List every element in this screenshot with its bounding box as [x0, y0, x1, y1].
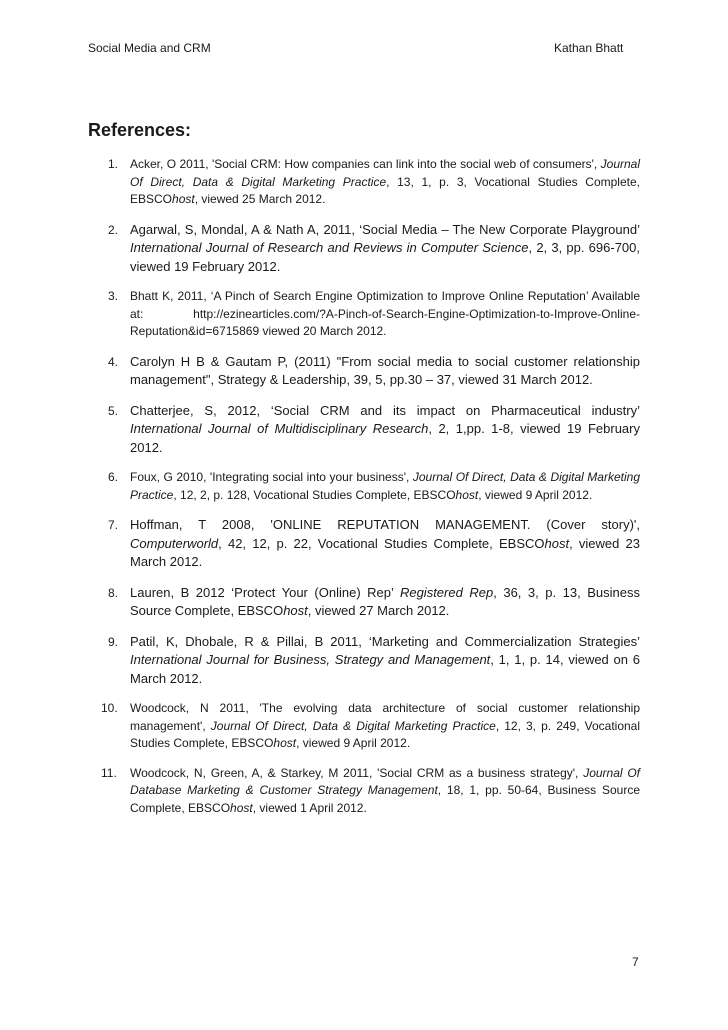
reference-item — [88, 288, 640, 341]
reference-number: 1. — [108, 157, 119, 171]
reference-run: Acker, O 2011, 'Social CRM: How companies can link into the social web of consumers', — [130, 157, 601, 171]
reference-italic-run: host — [283, 603, 308, 618]
reference-item — [88, 221, 640, 277]
reference-item — [88, 765, 640, 818]
reference-run: , 2, 3, pp. 696-700, viewed 19 February 2012. — [130, 240, 640, 274]
reference-run: , 13, 1, p. 3, Vocational Studies Complete, EBSCO — [130, 174, 640, 206]
reference-text — [130, 470, 640, 502]
reference-italic-run: host — [455, 487, 479, 502]
reference-item — [88, 700, 640, 753]
reference-text — [130, 517, 640, 569]
reference-italic-run: International Journal for Business, Strategy and Management — [130, 652, 491, 667]
reference-run: , viewed 9 April 2012. — [296, 736, 411, 750]
reference-item — [88, 402, 640, 458]
reference-item — [88, 633, 640, 689]
reference-number: 2. — [108, 222, 119, 237]
reference-run: , viewed 23 March 2012. — [130, 535, 640, 569]
reference-run: Chatterjee, S, 2012, ‘Social CRM and its impact on Pharmaceutical industry’ — [130, 402, 640, 418]
reference-italic-run: International Journal of Research and Reviews in Computer Science — [130, 240, 529, 255]
reference-number: 6. — [108, 470, 119, 484]
reference-number: 7. — [108, 518, 119, 532]
reference-italic-run: Journal Of Database Marketing & Customer Strategy Management — [130, 765, 641, 797]
reference-number: 10. — [101, 701, 118, 715]
reference-run: , 42, 12, p. 22, Vocational Studies Complete, EBSCO — [218, 535, 545, 551]
reference-text — [130, 289, 640, 338]
references-heading: References: — [88, 120, 192, 140]
reference-item — [88, 469, 640, 504]
reference-italic-run: host — [172, 192, 195, 206]
reference-run: Foux, G 2010, 'Integrating social into your business', — [130, 470, 413, 484]
reference-run: Woodcock, N, Green, A, & Starkey, M 2011, 'Social CRM as a business strategy', — [130, 765, 584, 780]
reference-run: , viewed 9 April 2012. — [478, 487, 593, 502]
reference-run: , viewed 27 March 2012. — [307, 603, 450, 618]
reference-italic-run: host — [273, 736, 297, 750]
reference-number: 11. — [101, 765, 117, 780]
page-header — [88, 41, 640, 57]
reference-run: , 36, 3, p. 13, Business Source Complete, EBSCO — [130, 584, 641, 618]
reference-run: , 2, 1,pp. 1-8, viewed 19 February 2012. — [130, 421, 640, 455]
reference-run: , 1, 1, p. 14, viewed on 6 March 2012. — [130, 652, 641, 686]
reference-number: 3. — [108, 289, 119, 303]
header-document-title: Social Media and CRM — [88, 41, 211, 55]
reference-text — [130, 403, 640, 455]
reference-run: Agarwal, S, Mondal, A & Nath A, 2011, ‘Social Media – The New Corporate Playground’ — [130, 221, 640, 237]
reference-run: , 18, 1, pp. 50-64, Business Source Complete, EBSCO — [130, 783, 640, 815]
reference-item — [88, 516, 640, 572]
reference-italic-run: Journal Of Direct, Data & Digital Marketing Practice — [130, 470, 640, 502]
reference-text — [130, 585, 640, 619]
reference-run: , viewed 25 March 2012. — [194, 192, 326, 206]
reference-number: 5. — [108, 403, 119, 418]
reference-item — [88, 584, 640, 621]
reference-text — [130, 701, 640, 750]
page-number: 7 — [632, 955, 639, 969]
reference-italic-run: Registered Rep — [399, 584, 494, 600]
reference-run: Patil, K, Dhobale, R & Pillai, B 2011, ‘Marketing and Commercialization Strategies’ — [130, 633, 640, 649]
reference-run: Hoffman, T 2008, 'ONLINE REPUTATION MANAGEMENT. (Cover story)', — [130, 517, 640, 532]
references-list — [88, 156, 640, 829]
reference-italic-run: Journal Of Direct, Data & Digital Marketing Practice — [130, 157, 640, 189]
reference-text — [130, 634, 640, 686]
reference-text — [130, 222, 640, 274]
reference-item — [88, 156, 640, 209]
reference-italic-run: Computerworld — [130, 535, 219, 551]
reference-number: 9. — [108, 634, 119, 649]
reference-number: 4. — [108, 354, 119, 369]
reference-run: , 12, 2, p. 128, Vocational Studies Complete, EBSCO — [173, 487, 456, 502]
header-author: Kathan Bhatt — [554, 41, 624, 55]
reference-run: Carolyn H B & Gautam P, (2011) "From social media to social customer relationship management", Strategy & Leadership, 39, 5, pp.30 – 37, viewed 31 March 2012. — [130, 353, 640, 387]
reference-run: Bhatt K, 2011, ‘A Pinch of Search Engine Optimization to Improve Online Reputation’ Available at: http://ezinearticles.com/?A-Pinch-of-Search-Engine-Optimization-to-Improve-Online-Reputation&id=6715869 viewed 20 March 2012. — [130, 289, 640, 338]
reference-italic-run: International Journal of Multidisciplinary Research — [130, 421, 429, 436]
reference-item — [88, 353, 640, 390]
reference-run: Woodcock, N 2011, 'The evolving data architecture of social customer relationship management', — [130, 701, 640, 733]
reference-italic-run: host — [230, 800, 253, 815]
reference-run: , 12, 3, p. 249, Vocational Studies Complete, EBSCO — [130, 718, 641, 750]
reference-text — [130, 157, 640, 206]
reference-run: Lauren, B 2012 ‘Protect Your (Online) Rep’ — [130, 584, 400, 600]
reference-text — [130, 766, 640, 815]
reference-text — [130, 354, 640, 388]
reference-italic-run: Journal Of Direct, Data & Digital Marketing Practice — [210, 718, 496, 733]
reference-number: 8. — [108, 585, 119, 600]
reference-run: , viewed 1 April 2012. — [252, 800, 367, 815]
reference-italic-run: host — [544, 535, 570, 551]
